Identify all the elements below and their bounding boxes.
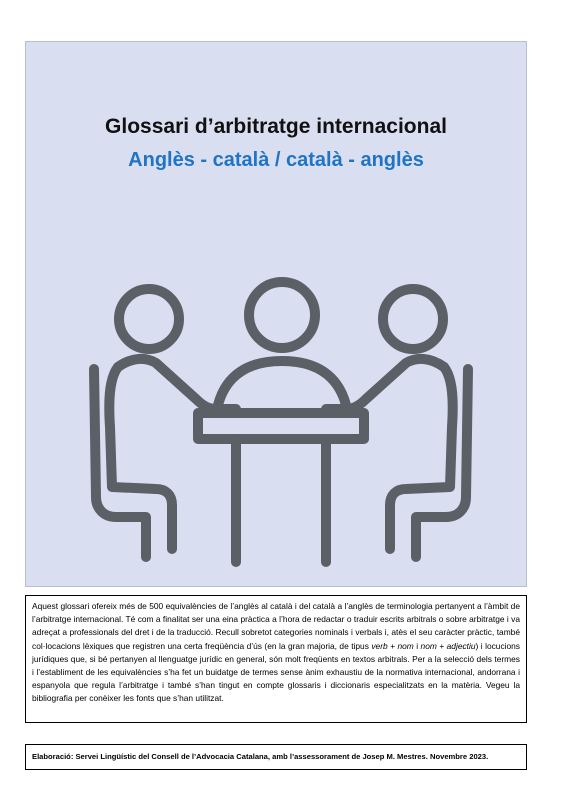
meeting-table-icon xyxy=(86,257,476,577)
chair-right xyxy=(416,369,468,557)
person-head-left xyxy=(119,289,179,349)
description-emphasis: nom + adjectiu xyxy=(420,640,476,651)
document-subtitle: Anglès - català / català - anglès xyxy=(128,149,424,171)
person-head-right xyxy=(383,289,443,349)
cover-panel xyxy=(25,41,527,587)
credit-box xyxy=(25,744,527,770)
document-title: Glossari d’arbitratge internacional xyxy=(105,115,447,138)
description-text: i xyxy=(413,640,421,651)
description-text: ) i locucions jurídiques que, si bé pertanyen al llenguatge jurídic en general, són molt freqüents en textos arbitrals. Per a la selecció dels termes i l’establiment de les equivalències s’ha fet un buidatge de termes sense ànim exhaustiu de la normativa internacional, andorrana i espanyola que regula l’arbitratge i també s’han tingut en compte glossaris i diccionaris especialitzats en la matèria. Vegeu la bibliografia per conèixer les fonts que s’han utilitzat. xyxy=(32,640,520,704)
description-text: Aquest glossari ofereix més de 500 equivalències de l’anglès al català i del català a l’anglès de terminologia pertanyent a l’àmbit de l’arbitratge internacional. Té com a finalitat ser una eina pràctica a l’hora de redactar o traduir escrits arbitrals o sobre arbitratge i va adreçat a professionals del dret i de la traducció. Recull sobretot categories nominals i verbals i, atès el seu caràcter pràctic, també col·locacions lèxiques que registren una certa freqüència d’ús (en la gran majoria, de tipus xyxy=(32,601,520,651)
credit-text: Elaboració: Servei Lingüístic del Consell de l’Advocacia Catalana, amb l’assessorament de Josep M. Mestres. Novembre 2023. xyxy=(32,752,489,761)
chair-left xyxy=(94,369,146,557)
description-emphasis: verb + nom xyxy=(371,640,414,651)
person-body-center xyxy=(218,361,346,405)
person-head-center xyxy=(249,282,315,348)
table-top xyxy=(198,413,364,439)
description-box xyxy=(25,595,527,723)
